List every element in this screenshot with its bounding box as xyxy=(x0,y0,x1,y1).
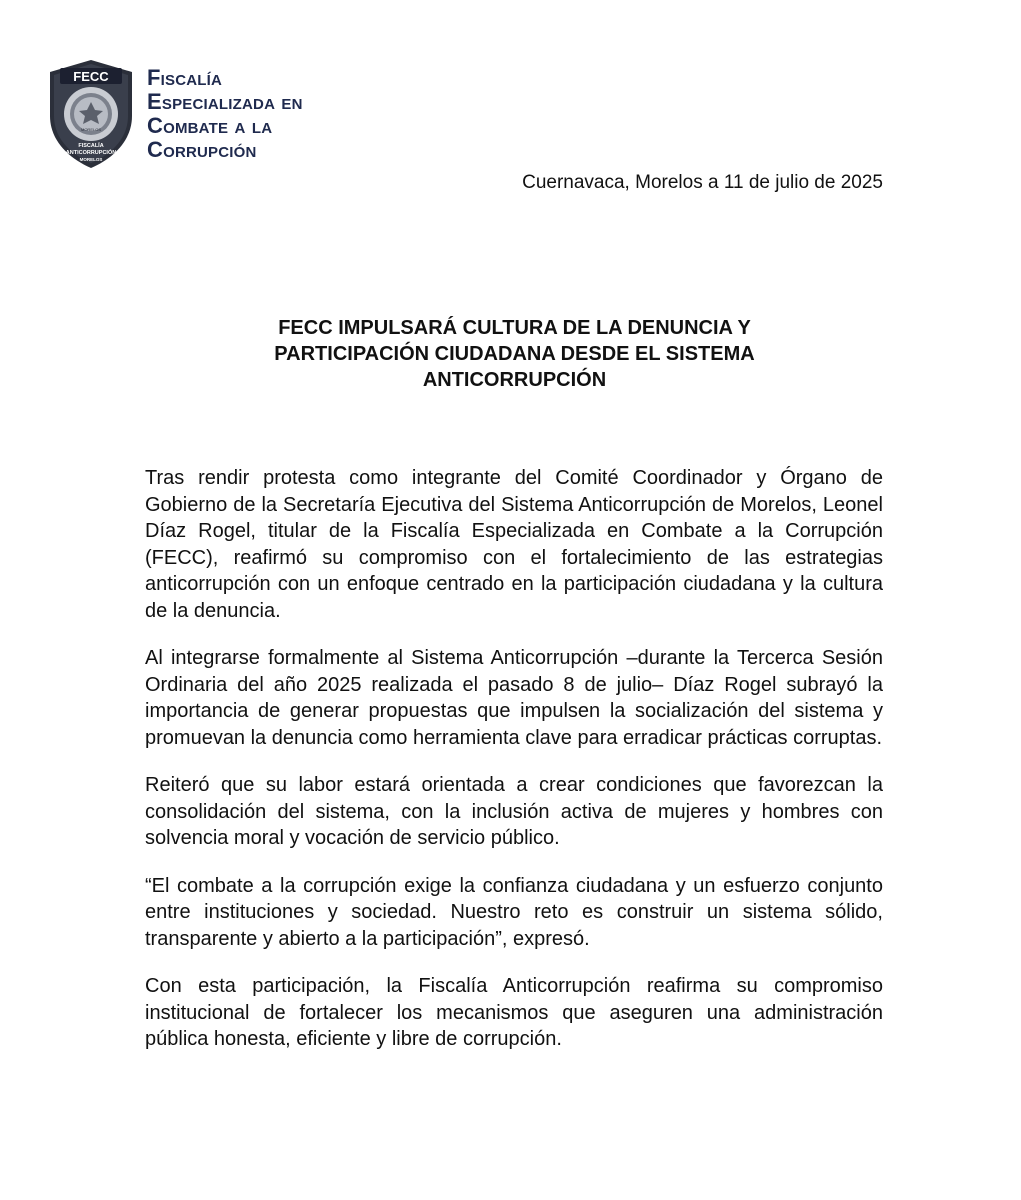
title-line-2: PARTICIPACIÓN CIUDADANA DESDE EL SISTEMA xyxy=(274,343,755,365)
organization-name xyxy=(147,66,303,162)
badge-center-text: MORELOS xyxy=(80,127,102,132)
paragraph-3: Reiteró que su labor estará orientada a crear condiciones que favorezcan la consolidación del sistema, con la inclusión activa de mujeres y hombres con solvencia moral y vocación de servicio público. xyxy=(145,774,883,849)
org-name-line-3: Combate a la xyxy=(147,113,273,138)
date-line: Cuernavaca, Morelos a 11 de julio de 2025 xyxy=(522,172,883,193)
fecc-badge-icon xyxy=(46,58,136,170)
badge-top-text: FECC xyxy=(73,69,109,84)
org-name-line-4: Corrupción xyxy=(147,137,257,162)
badge-bottom-line3: MORELOS xyxy=(79,157,103,162)
paragraph-4: “El combate a la corrupción exige la confianza ciudadana y un esfuerzo conjunto entre instituciones y sociedad. Nuestro reto es construir un sistema sólido, transparente y abierto a la participación”, expresó. xyxy=(145,874,883,950)
paragraph-1: Tras rendir protesta como integrante del Comité Coordinador y Órgano de Gobierno de la Secretaría Ejecutiva del Sistema Anticorrupción de Morelos, Leonel Díaz Rogel, titular de la Fiscalía Especializada en Combate a la Corrupción (FECC), reafirmó su compromiso con el fortalecimiento de las estrategias anticorrupción con un enfoque centrado en la participación ciudadana y la cultura de la denuncia. xyxy=(145,467,883,622)
badge-bottom-line2: ANTICORRUPCIÓN xyxy=(65,150,117,156)
org-name-line-2: Especializada en xyxy=(147,89,303,114)
title-line-3: ANTICORRUPCIÓN xyxy=(422,369,607,391)
org-name-line-1: Fiscalía xyxy=(147,65,223,90)
paragraph-5: Con esta participación, la Fiscalía Anticorrupción reafirma su compromiso institucional de fortalecer los mecanismos que aseguren una administración pública honesta, eficiente y libre de corrupción. xyxy=(145,975,883,1050)
title-line-1: FECC IMPULSARÁ CULTURA DE LA DENUNCIA Y xyxy=(278,317,751,339)
badge-bottom-line1: FISCALÍA xyxy=(78,143,104,149)
paragraph-2: Al integrarse formalmente al Sistema Anticorrupción –durante la Tercerca Sesión Ordinaria del año 2025 realizada el pasado 8 de julio– Díaz Rogel subrayó la importancia de generar propuestas que impulsen la socialización del sistema y promuevan la denuncia como herramienta clave para erradicar prácticas corruptas. xyxy=(145,647,883,749)
fecc-logo xyxy=(46,58,346,173)
press-release-body xyxy=(145,465,883,1074)
press-release-title xyxy=(145,315,884,393)
